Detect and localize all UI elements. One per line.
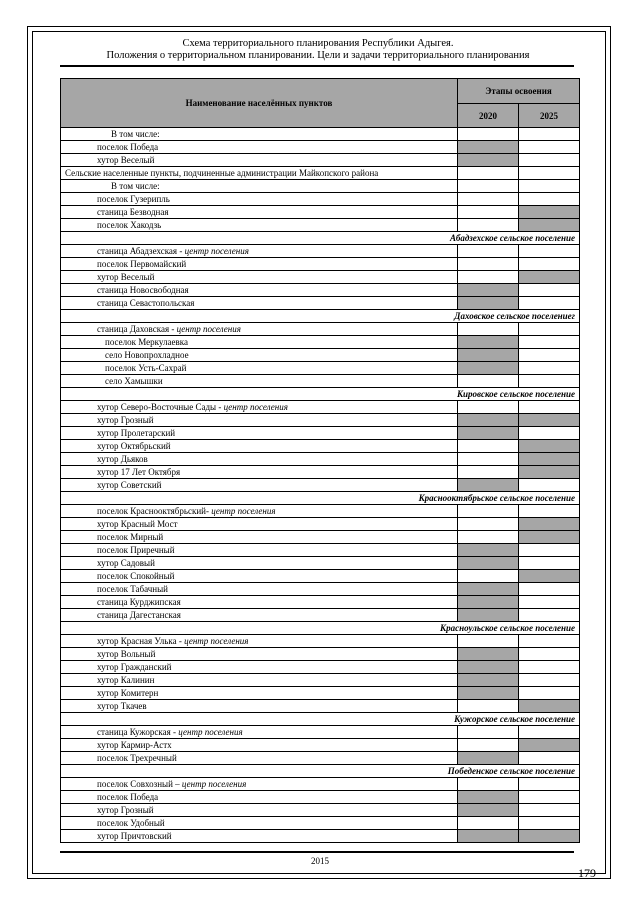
settlement-name xyxy=(61,661,458,674)
table-row xyxy=(61,362,580,375)
table-row xyxy=(61,609,580,622)
settlement-name xyxy=(61,817,458,830)
settlement-name xyxy=(61,778,458,791)
settlement-label: станица Курджипская xyxy=(97,597,181,607)
settlement-name xyxy=(61,687,458,700)
table-row xyxy=(61,154,580,167)
stage-2020-cell xyxy=(458,674,519,687)
stage-2020-cell xyxy=(458,804,519,817)
table-row xyxy=(61,141,580,154)
stage-2020-cell xyxy=(458,219,519,232)
table-row xyxy=(61,245,580,258)
stage-2020-cell xyxy=(458,778,519,791)
settlement-label: поселок Победа xyxy=(97,142,159,152)
section-title: Победенское сельское поселение xyxy=(61,765,580,778)
stage-2025-cell xyxy=(519,518,580,531)
stage-2025-cell xyxy=(519,154,580,167)
stage-2020-cell xyxy=(458,687,519,700)
section-row xyxy=(61,713,580,726)
settlement-name xyxy=(61,336,458,349)
stage-2025-cell xyxy=(519,531,580,544)
stage-2020-cell xyxy=(458,258,519,271)
settlement-name xyxy=(61,167,458,180)
table-row xyxy=(61,635,580,648)
settlement-name xyxy=(61,128,458,141)
stage-2020-cell xyxy=(458,180,519,193)
stage-2020-cell xyxy=(458,830,519,843)
column-header-2020: 2020 xyxy=(458,104,519,128)
stage-2020-cell xyxy=(458,284,519,297)
stage-2025-cell xyxy=(519,401,580,414)
center-note: центр поселения xyxy=(211,506,276,516)
page-number: 179 xyxy=(578,866,596,880)
stage-2020-cell xyxy=(458,375,519,388)
table-row xyxy=(61,596,580,609)
footer-year: 2015 xyxy=(311,856,329,866)
footer-rule xyxy=(60,851,574,853)
header-line-2: Положения о территориальном планировании. Цели и задачи территориального планирования xyxy=(106,50,530,61)
settlement-name xyxy=(61,596,458,609)
stage-2025-cell xyxy=(519,570,580,583)
settlement-label: хутор Веселый xyxy=(97,272,155,282)
settlement-name xyxy=(61,674,458,687)
header-line-1: Схема территориального планирования Республики Адыгея. xyxy=(182,38,454,49)
table-body xyxy=(61,128,580,843)
stage-2020-cell xyxy=(458,570,519,583)
settlement-label: хутор Грозный xyxy=(97,805,154,815)
settlement-label: В том числе: xyxy=(111,181,160,191)
stage-2020-cell xyxy=(458,557,519,570)
settlement-name xyxy=(61,375,458,388)
stage-2025-cell xyxy=(519,258,580,271)
table-row xyxy=(61,518,580,531)
settlement-name xyxy=(61,557,458,570)
section-row xyxy=(61,388,580,401)
settlement-name xyxy=(61,141,458,154)
stage-2025-cell xyxy=(519,752,580,765)
column-header-2025: 2025 xyxy=(519,104,580,128)
settlement-name xyxy=(61,791,458,804)
stage-2025-cell xyxy=(519,206,580,219)
stage-2020-cell xyxy=(458,427,519,440)
stage-2025-cell xyxy=(519,219,580,232)
table-row xyxy=(61,700,580,713)
stage-2025-cell xyxy=(519,128,580,141)
stage-2025-cell xyxy=(519,284,580,297)
settlement-label: В том числе: xyxy=(111,129,160,139)
stage-2020-cell xyxy=(458,661,519,674)
settlement-label: станица Дагестанская xyxy=(97,610,181,620)
stage-2025-cell xyxy=(519,271,580,284)
settlement-label: станица Даховская - xyxy=(97,324,177,334)
stage-2025-cell xyxy=(519,375,580,388)
stage-2025-cell xyxy=(519,817,580,830)
settlement-label: хутор Калинин xyxy=(97,675,155,685)
stage-2020-cell xyxy=(458,635,519,648)
section-title: Даховское сельское поселениег xyxy=(61,310,580,323)
stage-2020-cell xyxy=(458,167,519,180)
stage-2020-cell xyxy=(458,596,519,609)
settlement-label: хутор Вольный xyxy=(97,649,156,659)
stage-2020-cell xyxy=(458,752,519,765)
stage-2020-cell xyxy=(458,817,519,830)
settlement-label: хутор Причтовский xyxy=(97,831,172,841)
settlement-name xyxy=(61,453,458,466)
table-row xyxy=(61,531,580,544)
table-row xyxy=(61,804,580,817)
table-row xyxy=(61,505,580,518)
section-row xyxy=(61,492,580,505)
center-note: центр поселения xyxy=(178,727,243,737)
column-header-stages: Этапы освоения xyxy=(458,79,580,104)
stage-2025-cell xyxy=(519,674,580,687)
stage-2025-cell xyxy=(519,557,580,570)
table-row xyxy=(61,206,580,219)
settlement-label: хутор Северо-Восточные Сады - xyxy=(97,402,224,412)
center-note: центр поселения xyxy=(176,324,241,334)
settlement-label: хутор 17 Лет Октября xyxy=(97,467,181,477)
settlement-name xyxy=(61,739,458,752)
settlement-name xyxy=(61,544,458,557)
settlement-name xyxy=(61,219,458,232)
table-row xyxy=(61,180,580,193)
stage-2020-cell xyxy=(458,739,519,752)
settlement-label: село Хамышки xyxy=(105,376,163,386)
stage-2025-cell xyxy=(519,739,580,752)
stage-2025-cell xyxy=(519,648,580,661)
settlement-name xyxy=(61,570,458,583)
stage-2020-cell xyxy=(458,297,519,310)
settlement-label: хутор Веселый xyxy=(97,155,155,165)
stage-2020-cell xyxy=(458,245,519,258)
settlement-label: станица Севастопольская xyxy=(97,298,195,308)
settlement-name xyxy=(61,258,458,271)
settlement-name xyxy=(61,752,458,765)
stage-2025-cell xyxy=(519,427,580,440)
settlement-label: станица Безводная xyxy=(97,207,169,217)
stage-2025-cell xyxy=(519,609,580,622)
table-row xyxy=(61,401,580,414)
stage-2020-cell xyxy=(458,700,519,713)
section-title: Кужорское сельское поселение xyxy=(61,713,580,726)
stage-2025-cell xyxy=(519,661,580,674)
settlement-name xyxy=(61,271,458,284)
settlement-label: хутор Ткачев xyxy=(97,701,147,711)
center-note: центр поселения xyxy=(223,402,288,412)
settlement-label: хутор Кармир-Астх xyxy=(97,740,172,750)
stage-2020-cell xyxy=(458,414,519,427)
table-row xyxy=(61,752,580,765)
table-row xyxy=(61,297,580,310)
stage-2025-cell xyxy=(519,180,580,193)
section-title: Абадзехское сельское поселение xyxy=(61,232,580,245)
page-header xyxy=(60,38,576,62)
table-row xyxy=(61,674,580,687)
stage-2020-cell xyxy=(458,531,519,544)
stage-2020-cell xyxy=(458,518,519,531)
stage-2020-cell xyxy=(458,583,519,596)
stage-2020-cell xyxy=(458,791,519,804)
center-note: центр поселения xyxy=(184,636,249,646)
stage-2025-cell xyxy=(519,687,580,700)
settlement-label: поселок Меркулаевка xyxy=(105,337,188,347)
settlement-name xyxy=(61,362,458,375)
stage-2025-cell xyxy=(519,505,580,518)
settlement-name xyxy=(61,414,458,427)
stage-2025-cell xyxy=(519,479,580,492)
stage-2025-cell xyxy=(519,336,580,349)
settlement-name xyxy=(61,700,458,713)
settlement-name xyxy=(61,154,458,167)
stage-2025-cell xyxy=(519,596,580,609)
settlement-name xyxy=(61,401,458,414)
settlement-name xyxy=(61,323,458,336)
stage-2020-cell xyxy=(458,479,519,492)
stage-2025-cell xyxy=(519,700,580,713)
settlement-label: хутор Советский xyxy=(97,480,162,490)
stage-2025-cell xyxy=(519,778,580,791)
stage-2025-cell xyxy=(519,440,580,453)
table-row xyxy=(61,167,580,180)
table-row xyxy=(61,219,580,232)
settlement-label: станица Кужорская - xyxy=(97,727,179,737)
settlement-label: поселок Приречный xyxy=(97,545,175,555)
table-row xyxy=(61,817,580,830)
table-row xyxy=(61,323,580,336)
stage-2025-cell xyxy=(519,349,580,362)
table-row xyxy=(61,427,580,440)
table-row xyxy=(61,739,580,752)
settlement-label: станица Новосвободная xyxy=(97,285,189,295)
stage-2025-cell xyxy=(519,804,580,817)
settlement-label: поселок Совхозный – xyxy=(97,779,182,789)
settlement-label: поселок Первомайский xyxy=(97,259,187,269)
settlement-label: станица Абадзехская - xyxy=(97,246,185,256)
table-row xyxy=(61,544,580,557)
stage-2020-cell xyxy=(458,336,519,349)
section-row xyxy=(61,310,580,323)
table-row xyxy=(61,271,580,284)
table-row xyxy=(61,349,580,362)
stage-2020-cell xyxy=(458,648,519,661)
column-header-name: Наименование населённых пунктов xyxy=(61,79,458,128)
settlement-name xyxy=(61,609,458,622)
table-row xyxy=(61,830,580,843)
settlement-label: поселок Табачный xyxy=(97,584,168,594)
settlement-label: село Новопрохладное xyxy=(105,350,189,360)
stage-2020-cell xyxy=(458,401,519,414)
table-row xyxy=(61,466,580,479)
stage-2025-cell xyxy=(519,583,580,596)
settlement-name xyxy=(61,830,458,843)
stage-2025-cell xyxy=(519,414,580,427)
table-row xyxy=(61,193,580,206)
settlement-name xyxy=(61,284,458,297)
settlement-name xyxy=(61,206,458,219)
stage-2025-cell xyxy=(519,830,580,843)
stage-2020-cell xyxy=(458,128,519,141)
table-row xyxy=(61,570,580,583)
stage-2020-cell xyxy=(458,349,519,362)
stage-2025-cell xyxy=(519,635,580,648)
section-title: Красноульское сельское поселение xyxy=(61,622,580,635)
stage-2020-cell xyxy=(458,323,519,336)
table-row xyxy=(61,375,580,388)
table-row xyxy=(61,453,580,466)
settlement-label: хутор Октябрьский xyxy=(97,441,171,451)
center-note: центр поселения xyxy=(184,246,249,256)
stage-2025-cell xyxy=(519,466,580,479)
section-row xyxy=(61,622,580,635)
table-row xyxy=(61,648,580,661)
settlement-label: хутор Комитерн xyxy=(97,688,159,698)
stage-2025-cell xyxy=(519,791,580,804)
stage-2025-cell xyxy=(519,544,580,557)
table-row xyxy=(61,284,580,297)
stage-2025-cell xyxy=(519,167,580,180)
stage-2025-cell xyxy=(519,141,580,154)
stage-2025-cell xyxy=(519,193,580,206)
table-row xyxy=(61,778,580,791)
section-row xyxy=(61,232,580,245)
table-row xyxy=(61,414,580,427)
section-row xyxy=(61,765,580,778)
settlement-name xyxy=(61,505,458,518)
stage-2020-cell xyxy=(458,362,519,375)
table-row xyxy=(61,479,580,492)
settlement-label: поселок Краснооктябрьский- xyxy=(97,506,212,516)
settlement-name xyxy=(61,440,458,453)
stage-2020-cell xyxy=(458,544,519,557)
stage-2025-cell xyxy=(519,726,580,739)
header-rule xyxy=(60,65,574,67)
table-row xyxy=(61,791,580,804)
table-row xyxy=(61,258,580,271)
settlement-label: поселок Мирный xyxy=(97,532,164,542)
stage-2020-cell xyxy=(458,271,519,284)
settlement-label: хутор Красный Мост xyxy=(97,519,178,529)
settlement-name xyxy=(61,466,458,479)
stage-2025-cell xyxy=(519,297,580,310)
stage-2020-cell xyxy=(458,206,519,219)
settlements-table xyxy=(60,78,580,843)
stage-2020-cell xyxy=(458,505,519,518)
table-row xyxy=(61,336,580,349)
stage-2025-cell xyxy=(519,245,580,258)
settlement-name xyxy=(61,297,458,310)
settlement-label: поселок Гузерипль xyxy=(97,194,170,204)
settlement-name xyxy=(61,518,458,531)
settlement-name xyxy=(61,479,458,492)
table-row xyxy=(61,557,580,570)
section-title: Кировское сельское поселение xyxy=(61,388,580,401)
stage-2020-cell xyxy=(458,193,519,206)
settlement-label: хутор Грозный xyxy=(97,415,154,425)
settlement-name xyxy=(61,804,458,817)
stage-2020-cell xyxy=(458,154,519,167)
stage-2020-cell xyxy=(458,440,519,453)
stage-2025-cell xyxy=(519,362,580,375)
settlement-name xyxy=(61,193,458,206)
stage-2020-cell xyxy=(458,609,519,622)
settlement-label: поселок Спокойный xyxy=(97,571,175,581)
table-row xyxy=(61,583,580,596)
settlement-name xyxy=(61,726,458,739)
settlement-label: поселок Хакодзь xyxy=(97,220,162,230)
settlement-name xyxy=(61,583,458,596)
stage-2020-cell xyxy=(458,466,519,479)
settlement-name xyxy=(61,635,458,648)
settlement-label: хутор Дьяков xyxy=(97,454,148,464)
settlement-name xyxy=(61,349,458,362)
center-note: центр поселения xyxy=(181,779,247,789)
settlement-label: поселок Трехречный xyxy=(97,753,177,763)
settlement-label: поселок Удобный xyxy=(97,818,165,828)
table-row xyxy=(61,726,580,739)
settlement-name xyxy=(61,180,458,193)
settlement-label: хутор Красная Улька - xyxy=(97,636,185,646)
stage-2025-cell xyxy=(519,453,580,466)
settlement-label: поселок Усть-Сахрай xyxy=(105,363,187,373)
table-row xyxy=(61,661,580,674)
table-row xyxy=(61,687,580,700)
settlement-name xyxy=(61,531,458,544)
table-row xyxy=(61,440,580,453)
stage-2025-cell xyxy=(519,323,580,336)
section-title: Краснооктябрьское сельское поселение xyxy=(61,492,580,505)
stage-2020-cell xyxy=(458,453,519,466)
settlement-name xyxy=(61,648,458,661)
settlement-name xyxy=(61,245,458,258)
settlement-label: хутор Пролетарский xyxy=(97,428,176,438)
settlement-name xyxy=(61,427,458,440)
settlement-label: хутор Садовый xyxy=(97,558,155,568)
stage-2020-cell xyxy=(458,726,519,739)
stage-2020-cell xyxy=(458,141,519,154)
settlement-label: Сельские населенные пункты, подчиненные администрации Майкопского района xyxy=(65,168,379,178)
table-row xyxy=(61,128,580,141)
settlement-label: хутор Гражданский xyxy=(97,662,172,672)
settlement-label: поселок Победа xyxy=(97,792,159,802)
